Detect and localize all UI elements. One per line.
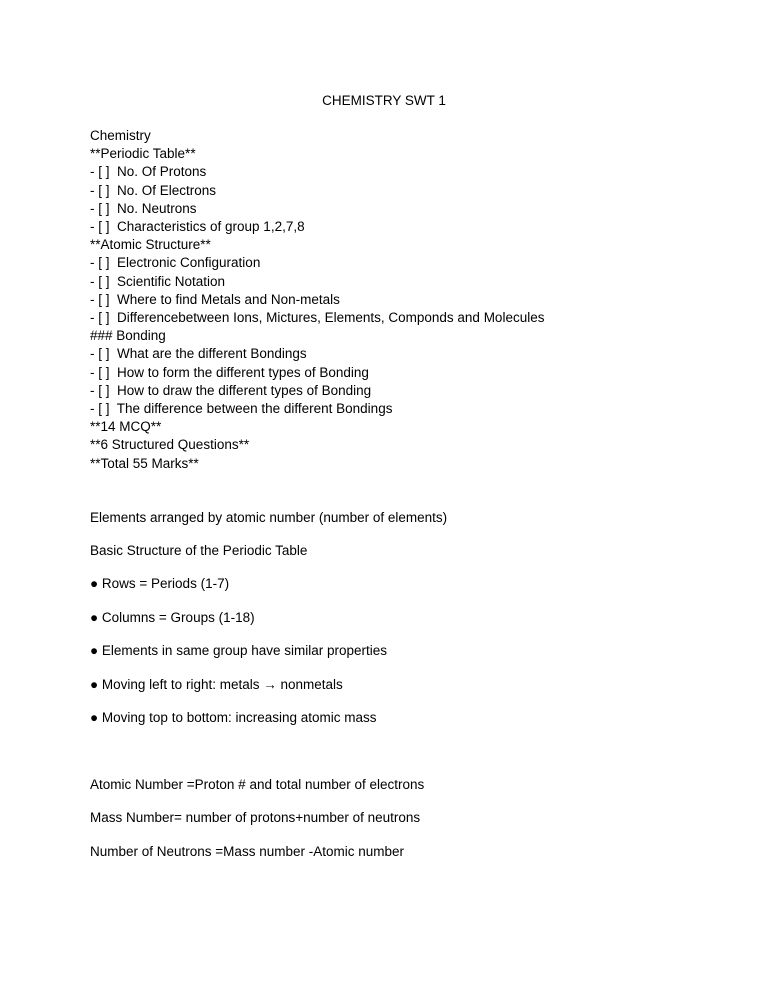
outline-line: - [ ] Differencebetween Ions, Mictures, Elements, Componds and Molecules xyxy=(90,310,545,326)
document-title: CHEMISTRY SWT 1 xyxy=(322,93,446,108)
bullet-item: ● Columns = Groups (1-18) xyxy=(90,610,255,625)
outline-line: - [ ] No. Of Electrons xyxy=(90,182,217,198)
outline-line: - [ ] How to draw the different types of Bonding xyxy=(90,382,372,398)
bullet-item: ● Elements in same group have similar properties xyxy=(90,643,388,658)
outline-line: **Total 55 Marks** xyxy=(90,455,199,471)
outline-list xyxy=(90,127,710,473)
outline-line: - [ ] Characteristics of group 1,2,7,8 xyxy=(90,219,305,235)
outline-line: **6 Structured Questions** xyxy=(90,437,250,453)
formula-line: Number of Neutrons =Mass number -Atomic number xyxy=(90,844,404,859)
outline-line: ### Bonding xyxy=(90,328,166,344)
outline-line: - [ ] Where to find Metals and Non-metals xyxy=(90,291,340,307)
outline-line: **Atomic Structure** xyxy=(90,237,211,253)
bullet-item: ● Moving left to right: metals → nonmetals xyxy=(90,677,343,692)
outline-line: - [ ] Scientific Notation xyxy=(90,273,226,289)
bullet-item: ● Moving top to bottom: increasing atomic mass xyxy=(90,710,377,725)
outline-line: - [ ] No. Of Protons xyxy=(90,164,207,180)
formula-line: Mass Number= number of protons+number of neutrons xyxy=(90,810,421,825)
intro-paragraph: Elements arranged by atomic number (number of elements) xyxy=(90,510,448,525)
outline-line: **Periodic Table** xyxy=(90,146,196,162)
outline-line: Chemistry xyxy=(90,128,151,143)
outline-line: - [ ] How to form the different types of Bonding xyxy=(90,364,369,380)
outline-line: - [ ] The difference between the different Bondings xyxy=(90,401,393,417)
outline-line: - [ ] No. Neutrons xyxy=(90,200,197,216)
formula-line: Atomic Number =Proton # and total number of electrons xyxy=(90,777,425,792)
outline-line: - [ ] What are the different Bondings xyxy=(90,346,307,362)
outline-line: **14 MCQ** xyxy=(90,419,162,435)
bullet-item: ● Rows = Periods (1-7) xyxy=(90,576,230,591)
outline-line: - [ ] Electronic Configuration xyxy=(90,255,261,271)
structure-heading: Basic Structure of the Periodic Table xyxy=(90,543,308,558)
